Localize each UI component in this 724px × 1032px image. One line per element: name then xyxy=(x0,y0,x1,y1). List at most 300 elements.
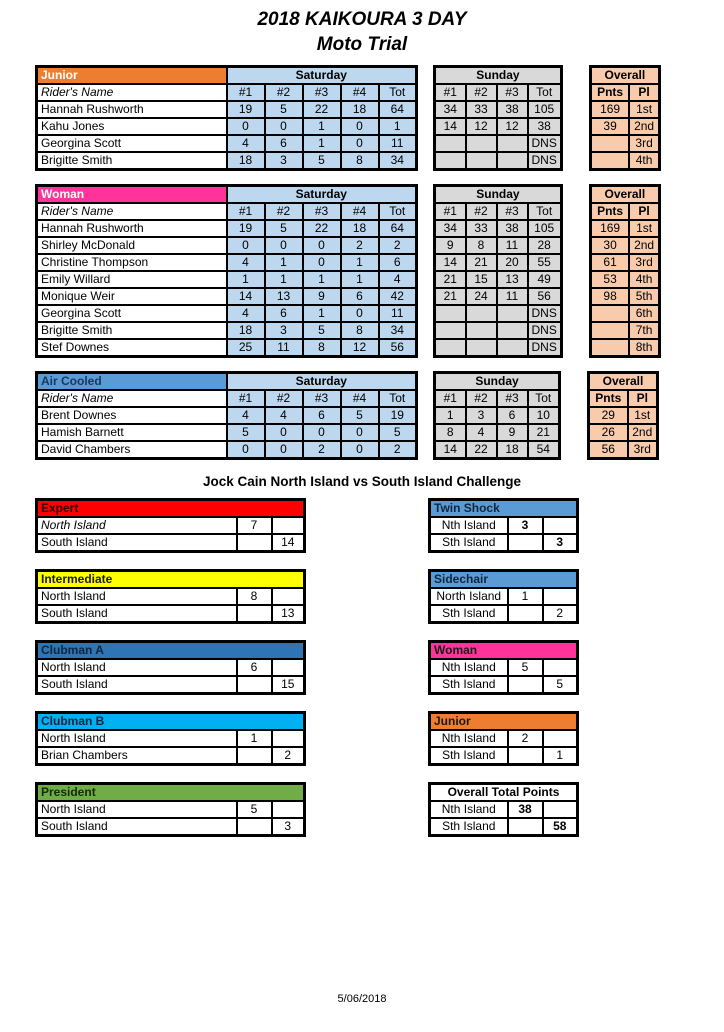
north-points-cell xyxy=(508,818,543,836)
island-row xyxy=(37,818,305,836)
pl-col-header: Pl xyxy=(628,390,658,407)
sunday-score-cell: 33 xyxy=(466,101,497,118)
sunday-col-header: #3 xyxy=(497,390,528,407)
challenge-title: Jock Cain North Island vs South Island Challenge xyxy=(202,474,522,489)
header-row xyxy=(435,67,562,85)
sunday-col-header: #3 xyxy=(497,84,528,101)
category-header-junior: Junior xyxy=(37,67,227,85)
island-label: North Island xyxy=(430,588,508,605)
subheader-row xyxy=(590,84,659,101)
saturday-score-cell: 4 xyxy=(227,305,265,322)
saturday-score-cell: 3 xyxy=(265,152,303,170)
north-points-cell: 2 xyxy=(508,730,543,747)
saturday-col-header: Tot xyxy=(379,203,417,220)
sunday-score-cell: DNS xyxy=(528,152,562,170)
saturday-score-cell: 6 xyxy=(379,254,417,271)
sunday-score-cell xyxy=(435,339,466,357)
header-row xyxy=(430,713,578,731)
island-row xyxy=(37,730,305,747)
rider-row xyxy=(435,424,560,441)
south-points-cell xyxy=(272,801,305,818)
north-points-cell: 7 xyxy=(237,517,272,534)
rider-row xyxy=(435,220,562,237)
sunday-score-cell: 38 xyxy=(528,118,562,135)
saturday-col-header: #3 xyxy=(303,390,341,407)
challenge-grid-junior xyxy=(428,711,579,766)
saturday-col-header: #1 xyxy=(227,390,265,407)
sunday-score-cell: 34 xyxy=(435,101,466,118)
rider-row xyxy=(37,424,417,441)
sunday-header: Sunday xyxy=(435,186,562,204)
saturday-score-cell: 1 xyxy=(227,271,265,288)
island-label: Sth Island xyxy=(430,676,508,694)
challenge-table-president xyxy=(35,782,306,837)
sunday-score-cell: 12 xyxy=(466,118,497,135)
saturday-score-cell: 11 xyxy=(379,135,417,152)
south-points-cell xyxy=(272,730,305,747)
rider-row xyxy=(590,254,659,271)
saturday-header: Saturday xyxy=(227,67,417,85)
island-label: Nth Island xyxy=(430,517,508,534)
rider-row xyxy=(37,118,417,135)
south-points-cell xyxy=(272,659,305,676)
saturday-score-cell: 4 xyxy=(227,407,265,424)
saturday-score-cell: 2 xyxy=(303,441,341,459)
subheader-row xyxy=(590,203,659,220)
rider-row xyxy=(590,288,659,305)
rider-name-cell: Georgina Scott xyxy=(37,135,227,152)
challenge-category-header-clubman-a: Clubman A xyxy=(37,642,305,660)
saturday-score-cell: 0 xyxy=(341,424,379,441)
challenge-grid-woman xyxy=(428,640,579,695)
south-points-cell xyxy=(543,730,578,747)
saturday-score-cell: 1 xyxy=(341,254,379,271)
sunday-header: Sunday xyxy=(435,373,560,391)
rider-name-cell: Hannah Rushworth xyxy=(37,101,227,118)
riders-name-label: Rider's Name xyxy=(37,203,227,220)
place-cell: 2nd xyxy=(628,424,658,441)
south-points-cell xyxy=(272,588,305,605)
place-cell: 3rd xyxy=(628,441,658,459)
sunday-score-cell xyxy=(497,135,528,152)
place-cell: 4th xyxy=(629,271,659,288)
challenge-grid-sidechair xyxy=(428,569,579,624)
place-cell: 7th xyxy=(629,322,659,339)
sunday-score-cell xyxy=(435,152,466,170)
saturday-score-cell: 0 xyxy=(265,237,303,254)
island-row xyxy=(430,534,578,552)
sunday-score-cell: 38 xyxy=(497,101,528,118)
rider-name-cell: David Chambers xyxy=(37,441,227,459)
rider-row xyxy=(37,441,417,459)
north-points-cell xyxy=(508,534,543,552)
sunday-score-cell: 21 xyxy=(466,254,497,271)
saturday-score-cell: 19 xyxy=(379,407,417,424)
saturday-score-cell: 1 xyxy=(265,254,303,271)
rider-name-cell: Shirley McDonald xyxy=(37,237,227,254)
subheader-row xyxy=(435,84,562,101)
sunday-score-cell xyxy=(497,322,528,339)
sunday-table-junior xyxy=(433,65,563,171)
south-points-cell: 2 xyxy=(543,605,578,623)
challenge-section xyxy=(35,498,724,853)
sunday-score-cell: 11 xyxy=(497,237,528,254)
rider-name-cell: Kahu Jones xyxy=(37,118,227,135)
north-points-cell xyxy=(237,676,272,694)
saturday-score-cell: 8 xyxy=(341,322,379,339)
island-row xyxy=(37,659,305,676)
challenge-table-woman xyxy=(428,640,579,695)
sunday-col-header: #1 xyxy=(435,390,466,407)
rider-row xyxy=(590,339,659,357)
sunday-score-cell: 9 xyxy=(497,424,528,441)
sunday-score-cell: 20 xyxy=(497,254,528,271)
overall-table-woman xyxy=(589,184,661,358)
sunday-col-header: #2 xyxy=(466,203,497,220)
island-label: South Island xyxy=(37,818,237,836)
sunday-score-cell xyxy=(466,322,497,339)
points-cell: 26 xyxy=(589,424,628,441)
saturday-score-cell: 22 xyxy=(303,101,341,118)
sunday-col-header: Tot xyxy=(528,390,560,407)
saturday-score-cell: 4 xyxy=(227,135,265,152)
island-label: Sth Island xyxy=(430,818,508,836)
rider-row xyxy=(435,322,562,339)
sunday-score-cell: 54 xyxy=(528,441,560,459)
island-row xyxy=(430,730,578,747)
overall-table-junior xyxy=(589,65,661,171)
island-row xyxy=(430,676,578,694)
page-subtitle: Moto Trial xyxy=(316,34,408,55)
overall-header: Overall xyxy=(589,373,658,391)
place-cell: 1st xyxy=(628,407,658,424)
saturday-score-cell: 18 xyxy=(341,101,379,118)
place-cell: 2nd xyxy=(629,237,659,254)
saturday-col-header: #4 xyxy=(341,390,379,407)
class-results-section xyxy=(35,65,724,460)
rider-row xyxy=(435,441,560,459)
south-points-cell: 5 xyxy=(543,676,578,694)
island-label: South Island xyxy=(37,605,237,623)
rider-row xyxy=(37,407,417,424)
saturday-score-cell: 1 xyxy=(303,305,341,322)
rider-row xyxy=(37,152,417,170)
saturday-col-header: #3 xyxy=(303,203,341,220)
points-cell: 29 xyxy=(589,407,628,424)
saturday-header: Saturday xyxy=(227,186,417,204)
island-label: North Island xyxy=(37,517,237,534)
points-cell: 169 xyxy=(590,220,629,237)
subheader-row xyxy=(37,390,417,407)
saturday-score-cell: 5 xyxy=(265,220,303,237)
saturday-score-cell: 6 xyxy=(303,407,341,424)
saturday-score-cell: 5 xyxy=(265,101,303,118)
sunday-score-cell xyxy=(497,339,528,357)
footer-date: 5/06/2018 xyxy=(337,993,387,1005)
rider-name-cell: Hannah Rushworth xyxy=(37,220,227,237)
rider-row xyxy=(37,135,417,152)
saturday-header: Saturday xyxy=(227,373,417,391)
island-label: Nth Island xyxy=(430,801,508,818)
island-row xyxy=(430,517,578,534)
saturday-col-header: #4 xyxy=(341,84,379,101)
saturday-score-cell: 5 xyxy=(341,407,379,424)
island-label: North Island xyxy=(37,659,237,676)
rider-row xyxy=(435,135,562,152)
rider-name-cell: Stef Downes xyxy=(37,339,227,357)
saturday-score-cell: 11 xyxy=(379,305,417,322)
north-points-cell xyxy=(237,605,272,623)
saturday-score-cell: 1 xyxy=(341,271,379,288)
sunday-col-header: #1 xyxy=(435,84,466,101)
header-row xyxy=(435,373,560,391)
subheader-row xyxy=(37,84,417,101)
saturday-col-header: #1 xyxy=(227,203,265,220)
challenge-grid-intermediate xyxy=(35,569,306,624)
rider-name-cell: Emily Willard xyxy=(37,271,227,288)
saturday-score-cell: 0 xyxy=(303,237,341,254)
header-row xyxy=(37,186,417,204)
header-row xyxy=(590,186,659,204)
island-row xyxy=(37,801,305,818)
saturday-score-cell: 0 xyxy=(303,254,341,271)
sunday-score-cell: 21 xyxy=(528,424,560,441)
north-points-cell: 8 xyxy=(237,588,272,605)
saturday-score-cell: 8 xyxy=(303,339,341,357)
points-cell: 169 xyxy=(590,101,629,118)
north-points-cell xyxy=(237,534,272,552)
sunday-table-woman xyxy=(433,184,563,358)
island-label: Brian Chambers xyxy=(37,747,237,765)
south-points-cell: 2 xyxy=(272,747,305,765)
saturday-score-cell: 0 xyxy=(341,441,379,459)
challenge-grid-expert xyxy=(35,498,306,553)
sunday-score-cell: 18 xyxy=(497,441,528,459)
challenge-grid-president xyxy=(35,782,306,837)
island-row xyxy=(37,676,305,694)
saturday-col-header: Tot xyxy=(379,390,417,407)
sunday-score-cell: DNS xyxy=(528,305,562,322)
north-points-cell: 1 xyxy=(508,588,543,605)
page-title: 2018 KAIKOURA 3 DAY xyxy=(257,9,467,30)
rider-row xyxy=(37,271,417,288)
saturday-score-cell: 14 xyxy=(227,288,265,305)
rider-row xyxy=(590,322,659,339)
north-points-cell xyxy=(508,747,543,765)
challenge-grid-overall-total-points xyxy=(428,782,579,837)
subheader-row xyxy=(589,390,658,407)
island-label: North Island xyxy=(37,730,237,747)
saturday-col-header: #4 xyxy=(341,203,379,220)
header-row xyxy=(430,642,578,660)
saturday-score-cell: 0 xyxy=(303,424,341,441)
sunday-score-cell: 1 xyxy=(435,407,466,424)
riders-saturday-table-woman xyxy=(35,184,418,358)
header-row xyxy=(37,713,305,731)
sunday-score-cell: 12 xyxy=(497,118,528,135)
island-row xyxy=(430,588,578,605)
island-label: South Island xyxy=(37,534,237,552)
class-table-air-cooled xyxy=(35,371,724,460)
north-points-cell xyxy=(508,605,543,623)
south-points-cell xyxy=(272,517,305,534)
saturday-score-cell: 1 xyxy=(379,118,417,135)
sunday-score-cell xyxy=(435,322,466,339)
points-cell xyxy=(590,305,629,322)
sunday-score-cell: 11 xyxy=(497,288,528,305)
saturday-score-cell: 18 xyxy=(227,152,265,170)
rider-row xyxy=(37,220,417,237)
saturday-score-cell: 13 xyxy=(265,288,303,305)
saturday-score-cell: 64 xyxy=(379,220,417,237)
saturday-score-cell: 25 xyxy=(227,339,265,357)
sunday-table-air-cooled xyxy=(433,371,561,460)
sunday-score-cell: 55 xyxy=(528,254,562,271)
points-cell: 98 xyxy=(590,288,629,305)
sunday-score-cell xyxy=(466,339,497,357)
challenge-category-header-sidechair: Sidechair xyxy=(430,571,578,589)
saturday-score-cell: 0 xyxy=(227,441,265,459)
rider-row xyxy=(590,305,659,322)
saturday-score-cell: 64 xyxy=(379,101,417,118)
saturday-score-cell: 1 xyxy=(303,135,341,152)
rider-row xyxy=(37,322,417,339)
island-row xyxy=(430,747,578,765)
rider-row xyxy=(435,152,562,170)
rider-row xyxy=(590,118,659,135)
rider-row xyxy=(589,441,658,459)
saturday-col-header: #2 xyxy=(265,203,303,220)
rider-row xyxy=(435,288,562,305)
header-row xyxy=(37,373,417,391)
north-points-cell: 3 xyxy=(508,517,543,534)
overall-total-points-header-overall-total-points: Overall Total Points xyxy=(430,784,578,802)
place-cell: 8th xyxy=(629,339,659,357)
header-row xyxy=(37,67,417,85)
saturday-score-cell: 0 xyxy=(341,305,379,322)
saturday-score-cell: 22 xyxy=(303,220,341,237)
saturday-score-cell: 34 xyxy=(379,152,417,170)
south-points-cell: 58 xyxy=(543,818,578,836)
rider-row xyxy=(435,339,562,357)
rider-row xyxy=(589,407,658,424)
saturday-score-cell: 0 xyxy=(265,441,303,459)
sunday-col-header: #1 xyxy=(435,203,466,220)
saturday-score-cell: 2 xyxy=(379,237,417,254)
pnts-col-header: Pnts xyxy=(590,203,629,220)
header-row xyxy=(37,500,305,518)
sunday-col-header: #2 xyxy=(466,390,497,407)
sunday-score-cell: 24 xyxy=(466,288,497,305)
rider-row xyxy=(435,271,562,288)
subheader-row xyxy=(37,203,417,220)
challenge-category-header-intermediate: Intermediate xyxy=(37,571,305,589)
points-cell xyxy=(590,339,629,357)
sunday-score-cell xyxy=(466,152,497,170)
rider-name-cell: Brigitte Smith xyxy=(37,322,227,339)
rider-row xyxy=(435,305,562,322)
challenge-table-clubman-a xyxy=(35,640,306,695)
pl-col-header: Pl xyxy=(629,203,659,220)
island-row xyxy=(37,605,305,623)
sunday-score-cell: 105 xyxy=(528,101,562,118)
saturday-score-cell: 2 xyxy=(341,237,379,254)
header-row xyxy=(590,67,659,85)
south-points-cell: 15 xyxy=(272,676,305,694)
south-points-cell: 1 xyxy=(543,747,578,765)
saturday-score-cell: 0 xyxy=(227,237,265,254)
saturday-score-cell: 6 xyxy=(265,135,303,152)
sunday-score-cell: DNS xyxy=(528,339,562,357)
rider-row xyxy=(435,118,562,135)
saturday-score-cell: 4 xyxy=(379,271,417,288)
sunday-col-header: #3 xyxy=(497,203,528,220)
subheader-row xyxy=(435,390,560,407)
challenge-table-sidechair xyxy=(428,569,579,624)
south-points-cell xyxy=(543,517,578,534)
sunday-score-cell: 56 xyxy=(528,288,562,305)
points-cell xyxy=(590,135,629,152)
rider-name-cell: Hamish Barnett xyxy=(37,424,227,441)
points-cell: 30 xyxy=(590,237,629,254)
sunday-score-cell: 4 xyxy=(466,424,497,441)
south-points-cell: 13 xyxy=(272,605,305,623)
island-row xyxy=(430,818,578,836)
saturday-col-header: #2 xyxy=(265,84,303,101)
saturday-score-cell: 0 xyxy=(265,118,303,135)
sunday-score-cell xyxy=(466,305,497,322)
saturday-score-cell: 0 xyxy=(341,118,379,135)
sunday-score-cell: 105 xyxy=(528,220,562,237)
saturday-score-cell: 0 xyxy=(265,424,303,441)
challenge-table-clubman-b xyxy=(35,711,306,766)
header-row xyxy=(37,571,305,589)
sunday-score-cell: 34 xyxy=(435,220,466,237)
saturday-score-cell: 3 xyxy=(265,322,303,339)
sunday-score-cell xyxy=(466,135,497,152)
saturday-score-cell: 1 xyxy=(265,271,303,288)
header-row xyxy=(430,784,578,802)
north-points-cell: 5 xyxy=(508,659,543,676)
riders-saturday-table-air-cooled xyxy=(35,371,418,460)
rider-row xyxy=(37,339,417,357)
south-points-cell: 14 xyxy=(272,534,305,552)
sunday-score-cell: 49 xyxy=(528,271,562,288)
rider-name-cell: Monique Weir xyxy=(37,288,227,305)
saturday-score-cell: 6 xyxy=(265,305,303,322)
sunday-score-cell: 22 xyxy=(466,441,497,459)
north-points-cell: 38 xyxy=(508,801,543,818)
sunday-score-cell xyxy=(497,152,528,170)
saturday-score-cell: 5 xyxy=(303,152,341,170)
south-points-cell xyxy=(543,801,578,818)
sunday-score-cell: 8 xyxy=(435,424,466,441)
north-points-cell xyxy=(508,676,543,694)
challenge-table-twin-shock xyxy=(428,498,579,553)
south-points-cell xyxy=(543,659,578,676)
island-row xyxy=(37,588,305,605)
place-cell: 1st xyxy=(629,220,659,237)
island-label: Nth Island xyxy=(430,659,508,676)
sunday-score-cell: 14 xyxy=(435,254,466,271)
riders-name-label: Rider's Name xyxy=(37,84,227,101)
rider-row xyxy=(590,271,659,288)
points-cell: 56 xyxy=(589,441,628,459)
saturday-score-cell: 5 xyxy=(379,424,417,441)
saturday-score-cell: 5 xyxy=(303,322,341,339)
rider-row xyxy=(435,254,562,271)
class-table-junior xyxy=(35,65,724,171)
